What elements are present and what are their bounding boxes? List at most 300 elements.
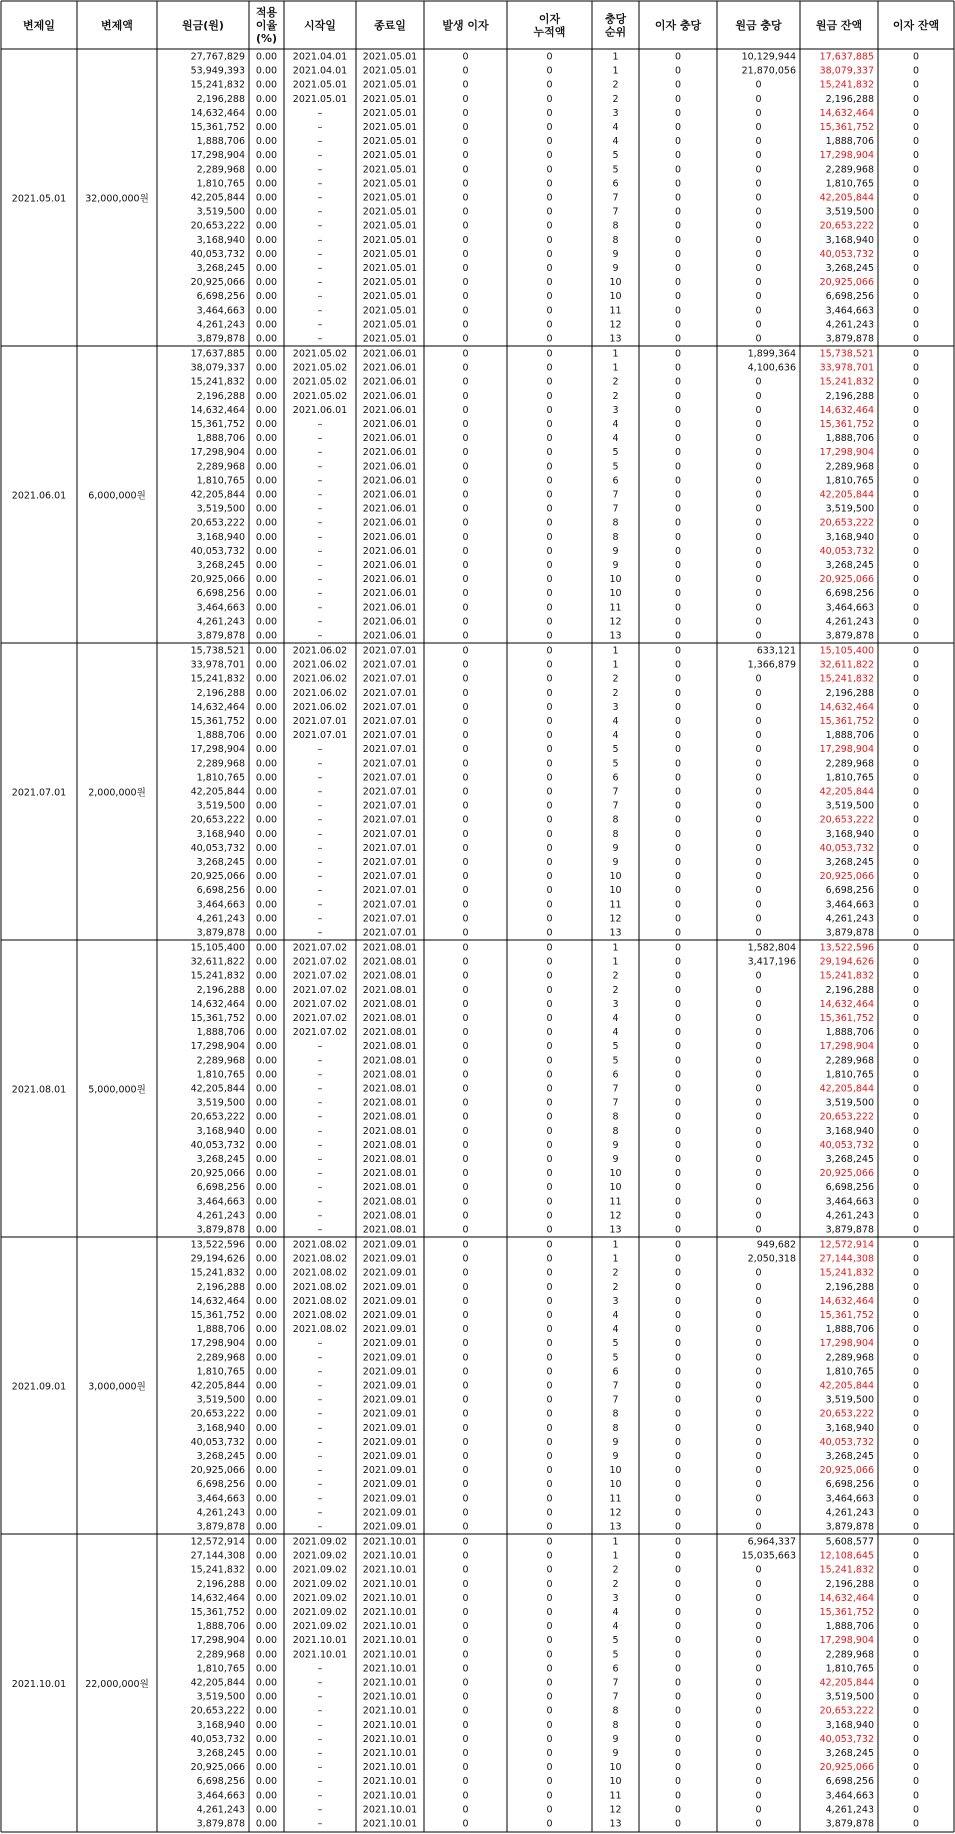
cumulative-interest-cell: 0 [546, 1564, 553, 1576]
end-date-cell: 2021.10.01 [362, 1621, 418, 1633]
interest-allocation-cell: 0 [674, 1139, 682, 1151]
rate-cell: 0.00 [255, 1239, 278, 1251]
principal-balance-cell: 15,105,400 [819, 645, 874, 657]
rate-cell: 0.00 [255, 419, 278, 430]
column-header: 적용 [255, 6, 278, 19]
start-date-cell: 2021.06.02 [292, 687, 348, 699]
principal-balance-cell: 20,925,066 [819, 1168, 874, 1180]
principal-balance-cell: 6,698,256 [825, 291, 874, 303]
start-date-cell: – [317, 1366, 323, 1378]
accrued-interest-cell: 0 [462, 390, 469, 402]
principal-allocation-cell: 633,121 [756, 645, 796, 657]
cumulative-interest-cell: 0 [546, 942, 553, 954]
principal-cell: 3,168,940 [196, 1125, 245, 1137]
rate-cell: 0.00 [255, 65, 278, 77]
interest-balance-cell: 0 [912, 1564, 920, 1576]
cumulative-interest-cell: 0 [546, 1239, 553, 1251]
principal-cell: 14,632,464 [190, 701, 245, 713]
interest-balance-cell: 0 [912, 786, 920, 798]
principal-balance-cell: 3,879,878 [825, 927, 874, 939]
rate-cell: 0.00 [255, 842, 278, 854]
rate-cell: 0.00 [255, 588, 278, 600]
rate-cell: 0.00 [255, 730, 278, 742]
rate-cell: 0.00 [255, 687, 278, 699]
principal-cell: 2,196,288 [196, 93, 245, 105]
principal-balance-cell: 42,205,844 [819, 489, 874, 501]
accrued-interest-cell: 0 [462, 1578, 469, 1590]
principal-cell: 15,361,752 [190, 1013, 245, 1024]
principal-allocation-cell: 0 [755, 1210, 762, 1222]
accrued-interest-cell: 0 [462, 1776, 469, 1788]
start-date-cell: – [317, 1804, 323, 1816]
principal-cell: 3,464,663 [196, 305, 245, 317]
principal-allocation-cell: 0 [755, 1394, 762, 1406]
interest-allocation-cell: 0 [674, 1041, 682, 1053]
principal-allocation-cell: 0 [755, 1607, 762, 1618]
end-date-cell: 2021.07.01 [362, 871, 418, 883]
principal-balance-cell: 3,519,500 [825, 800, 874, 812]
accrued-interest-cell: 0 [462, 1521, 469, 1533]
start-date-cell: – [317, 1677, 323, 1689]
interest-allocation-cell: 0 [674, 574, 682, 586]
accrued-interest-cell: 0 [462, 1550, 469, 1562]
allocation-rank-cell: 3 [612, 1592, 619, 1604]
interest-balance-cell: 0 [912, 178, 920, 190]
principal-allocation-cell: 0 [755, 531, 762, 543]
cumulative-interest-cell: 0 [546, 970, 553, 982]
allocation-rank-cell: 8 [612, 828, 619, 840]
end-date-cell: 2021.06.01 [362, 362, 418, 374]
accrued-interest-cell: 0 [462, 1097, 469, 1109]
interest-allocation-cell: 0 [674, 758, 682, 770]
start-date-cell: – [317, 1521, 323, 1533]
accrued-interest-cell: 0 [462, 1507, 469, 1519]
accrued-interest-cell: 0 [462, 248, 469, 260]
principal-cell: 6,698,256 [196, 588, 245, 600]
interest-allocation-cell: 0 [674, 348, 682, 360]
end-date-cell: 2021.07.01 [362, 842, 418, 854]
principal-allocation-cell: 0 [755, 899, 762, 911]
start-date-cell: – [317, 574, 323, 586]
allocation-rank-cell: 7 [612, 1394, 619, 1406]
principal-cell: 2,289,968 [196, 461, 245, 473]
cumulative-interest-cell: 0 [546, 1253, 553, 1265]
principal-balance-cell: 20,653,222 [819, 517, 874, 529]
repayment-date: 2021.06.01 [11, 490, 67, 502]
principal-cell: 27,767,829 [190, 51, 245, 63]
principal-allocation-cell: 0 [755, 433, 762, 445]
principal-cell: 17,298,904 [190, 1635, 245, 1647]
start-date-cell: – [317, 220, 323, 232]
end-date-cell: 2021.10.01 [362, 1550, 418, 1562]
interest-balance-cell: 0 [912, 531, 920, 543]
rate-cell: 0.00 [255, 1125, 278, 1137]
end-date-cell: 2021.09.01 [362, 1436, 418, 1448]
interest-allocation-cell: 0 [674, 1182, 682, 1194]
accrued-interest-cell: 0 [462, 1154, 469, 1165]
accrued-interest-cell: 0 [462, 730, 469, 742]
rate-cell: 0.00 [255, 701, 278, 713]
principal-cell: 15,361,752 [190, 419, 245, 430]
principal-balance-cell: 15,241,832 [819, 970, 874, 982]
interest-balance-cell: 0 [912, 574, 920, 586]
accrued-interest-cell: 0 [462, 942, 469, 954]
allocation-rank-cell: 8 [612, 220, 619, 232]
rate-cell: 0.00 [255, 616, 278, 628]
rate-cell: 0.00 [255, 1733, 278, 1745]
end-date-cell: 2021.05.01 [362, 319, 418, 331]
end-date-cell: 2021.07.01 [362, 716, 418, 727]
accrued-interest-cell: 0 [462, 1111, 469, 1123]
cumulative-interest-cell: 0 [546, 1408, 553, 1420]
end-date-cell: 2021.06.01 [362, 602, 418, 614]
end-date-cell: 2021.10.01 [362, 1748, 418, 1759]
allocation-rank-cell: 10 [609, 1776, 622, 1788]
end-date-cell: 2021.05.01 [362, 79, 418, 91]
principal-balance-cell: 2,289,968 [825, 461, 874, 473]
allocation-rank-cell: 7 [612, 206, 619, 218]
principal-balance-cell: 3,464,663 [825, 899, 874, 911]
rate-cell: 0.00 [255, 984, 278, 996]
end-date-cell: 2021.05.01 [362, 333, 418, 345]
rate-cell: 0.00 [255, 1663, 278, 1675]
accrued-interest-cell: 0 [462, 291, 469, 303]
accrued-interest-cell: 0 [462, 433, 469, 445]
allocation-rank-cell: 5 [612, 1352, 619, 1364]
allocation-rank-cell: 10 [609, 588, 622, 600]
interest-balance-cell: 0 [912, 630, 920, 642]
principal-allocation-cell: 0 [755, 1182, 762, 1194]
accrued-interest-cell: 0 [462, 51, 469, 63]
principal-cell: 17,298,904 [190, 150, 245, 162]
start-date-cell: 2021.07.02 [292, 942, 348, 954]
interest-allocation-cell: 0 [674, 630, 682, 642]
cumulative-interest-cell: 0 [546, 122, 553, 133]
interest-balance-cell: 0 [912, 1790, 920, 1802]
allocation-rank-cell: 2 [612, 79, 619, 91]
rate-cell: 0.00 [255, 899, 278, 911]
accrued-interest-cell: 0 [462, 1436, 469, 1448]
principal-cell: 17,298,904 [190, 447, 245, 459]
interest-balance-cell: 0 [912, 107, 920, 119]
principal-cell: 3,879,878 [196, 927, 245, 939]
rate-cell: 0.00 [255, 178, 278, 190]
principal-cell: 6,698,256 [196, 1776, 245, 1788]
principal-cell: 3,168,940 [196, 531, 245, 543]
allocation-rank-cell: 7 [612, 1691, 619, 1703]
principal-balance-cell: 3,168,940 [825, 1719, 874, 1731]
interest-balance-cell: 0 [912, 489, 920, 501]
interest-allocation-cell: 0 [674, 376, 682, 388]
accrued-interest-cell: 0 [462, 687, 469, 699]
interest-balance-cell: 0 [912, 1041, 920, 1053]
interest-allocation-cell: 0 [674, 531, 682, 543]
principal-allocation-cell: 0 [755, 150, 762, 162]
start-date-cell: 2021.07.02 [292, 970, 348, 982]
start-date-cell: 2021.09.02 [292, 1607, 348, 1618]
end-date-cell: 2021.05.01 [362, 277, 418, 289]
start-date-cell: – [317, 1451, 323, 1462]
cumulative-interest-cell: 0 [546, 433, 553, 445]
rate-cell: 0.00 [255, 1818, 278, 1830]
principal-balance-cell: 4,261,243 [825, 1210, 874, 1222]
principal-allocation-cell: 0 [755, 1691, 762, 1703]
end-date-cell: 2021.07.01 [362, 701, 418, 713]
principal-cell: 20,925,066 [190, 871, 245, 883]
cumulative-interest-cell: 0 [546, 1621, 553, 1633]
cumulative-interest-cell: 0 [546, 701, 553, 713]
start-date-cell: – [317, 1663, 323, 1675]
principal-cell: 4,261,243 [196, 1210, 245, 1222]
principal-allocation-cell: 0 [755, 1267, 762, 1279]
interest-allocation-cell: 0 [674, 1507, 682, 1519]
principal-cell: 3,268,245 [196, 1748, 245, 1759]
start-date-cell: – [317, 560, 323, 571]
principal-balance-cell: 2,196,288 [825, 390, 874, 402]
cumulative-interest-cell: 0 [546, 828, 553, 840]
start-date-cell: 2021.05.02 [292, 390, 348, 402]
end-date-cell: 2021.06.01 [362, 588, 418, 600]
allocation-rank-cell: 1 [612, 956, 619, 968]
end-date-cell: 2021.08.01 [362, 1196, 418, 1208]
interest-allocation-cell: 0 [674, 716, 682, 727]
principal-cell: 3,168,940 [196, 1719, 245, 1731]
rate-cell: 0.00 [255, 602, 278, 614]
start-date-cell: – [317, 475, 323, 487]
principal-allocation-cell: 0 [755, 107, 762, 119]
accrued-interest-cell: 0 [462, 1380, 469, 1392]
principal-balance-cell: 40,053,732 [819, 1436, 874, 1448]
start-date-cell: – [317, 1125, 323, 1137]
cumulative-interest-cell: 0 [546, 263, 553, 274]
rate-cell: 0.00 [255, 362, 278, 374]
principal-allocation-cell: 0 [755, 1451, 762, 1462]
allocation-rank-cell: 10 [609, 871, 622, 883]
rate-cell: 0.00 [255, 1111, 278, 1123]
repayment-amount: 22,000,000원 [85, 1679, 149, 1690]
interest-balance-cell: 0 [912, 1663, 920, 1675]
rate-cell: 0.00 [255, 1196, 278, 1208]
interest-balance-cell: 0 [912, 1295, 920, 1307]
principal-cell: 15,361,752 [190, 122, 245, 133]
interest-allocation-cell: 0 [674, 1550, 682, 1562]
principal-allocation-cell: 0 [755, 263, 762, 274]
interest-balance-cell: 0 [912, 1578, 920, 1590]
start-date-cell: 2021.08.02 [292, 1267, 348, 1279]
principal-allocation-cell: 0 [755, 1493, 762, 1505]
start-date-cell: – [317, 1691, 323, 1703]
interest-balance-cell: 0 [912, 150, 920, 162]
allocation-rank-cell: 2 [612, 673, 619, 685]
start-date-cell: 2021.10.01 [292, 1635, 348, 1647]
principal-allocation-cell: 0 [755, 136, 762, 148]
interest-allocation-cell: 0 [674, 1663, 682, 1675]
rate-cell: 0.00 [255, 376, 278, 388]
principal-balance-cell: 3,519,500 [825, 503, 874, 515]
principal-cell: 3,879,878 [196, 1224, 245, 1236]
cumulative-interest-cell: 0 [546, 1536, 553, 1548]
principal-cell: 3,519,500 [196, 800, 245, 812]
principal-cell: 2,289,968 [196, 1352, 245, 1364]
repayment-date: 2021.10.01 [11, 1679, 67, 1690]
allocation-rank-cell: 13 [609, 1224, 622, 1236]
cumulative-interest-cell: 0 [546, 220, 553, 232]
accrued-interest-cell: 0 [462, 1719, 469, 1731]
end-date-cell: 2021.08.01 [362, 1083, 418, 1095]
interest-allocation-cell: 0 [674, 913, 682, 925]
interest-allocation-cell: 0 [674, 333, 682, 345]
principal-balance-cell: 15,241,832 [819, 376, 874, 388]
accrued-interest-cell: 0 [462, 1451, 469, 1462]
accrued-interest-cell: 0 [462, 659, 469, 671]
repayment-amount: 6,000,000원 [88, 490, 146, 502]
cumulative-interest-cell: 0 [546, 1422, 553, 1434]
interest-balance-cell: 0 [912, 1607, 920, 1618]
accrued-interest-cell: 0 [462, 1083, 469, 1095]
start-date-cell: – [317, 772, 323, 784]
principal-allocation-cell: 0 [755, 1578, 762, 1590]
end-date-cell: 2021.10.01 [362, 1663, 418, 1675]
principal-balance-cell: 3,519,500 [825, 206, 874, 218]
rate-cell: 0.00 [255, 1592, 278, 1604]
interest-allocation-cell: 0 [674, 885, 682, 897]
principal-balance-cell: 40,053,732 [819, 842, 874, 854]
principal-cell: 14,632,464 [190, 1592, 245, 1604]
interest-balance-cell: 0 [912, 687, 920, 699]
column-header: 이율 [255, 19, 278, 32]
interest-allocation-cell: 0 [674, 1705, 682, 1717]
interest-balance-cell: 0 [912, 1182, 920, 1194]
end-date-cell: 2021.07.01 [362, 673, 418, 685]
end-date-cell: 2021.06.01 [362, 489, 418, 501]
end-date-cell: 2021.07.01 [362, 814, 418, 826]
rate-cell: 0.00 [255, 531, 278, 543]
interest-allocation-cell: 0 [674, 263, 682, 274]
repayment-date: 2021.07.01 [11, 787, 67, 799]
end-date-cell: 2021.06.01 [362, 433, 418, 445]
start-date-cell: – [317, 1733, 323, 1745]
rate-cell: 0.00 [255, 1366, 278, 1378]
accrued-interest-cell: 0 [462, 673, 469, 685]
principal-cell: 14,632,464 [190, 998, 245, 1010]
principal-cell: 3,519,500 [196, 1394, 245, 1406]
interest-allocation-cell: 0 [674, 220, 682, 232]
interest-allocation-cell: 0 [674, 814, 682, 826]
interest-balance-cell: 0 [912, 1536, 920, 1548]
end-date-cell: 2021.09.01 [362, 1281, 418, 1293]
rate-cell: 0.00 [255, 220, 278, 232]
principal-cell: 1,888,706 [196, 1324, 245, 1336]
accrued-interest-cell: 0 [462, 630, 469, 642]
end-date-cell: 2021.08.01 [362, 1111, 418, 1123]
column-header: (%) [255, 32, 278, 45]
column-header: 변제액 [101, 19, 133, 32]
interest-balance-cell: 0 [912, 899, 920, 911]
rate-cell: 0.00 [255, 489, 278, 501]
rate-cell: 0.00 [255, 447, 278, 459]
allocation-rank-cell: 11 [609, 1790, 622, 1802]
end-date-cell: 2021.08.01 [362, 1139, 418, 1151]
interest-allocation-cell: 0 [674, 1366, 682, 1378]
start-date-cell: – [317, 828, 323, 840]
principal-cell: 2,196,288 [196, 1578, 245, 1590]
cumulative-interest-cell: 0 [546, 913, 553, 925]
end-date-cell: 2021.10.01 [362, 1564, 418, 1576]
interest-balance-cell: 0 [912, 51, 920, 63]
end-date-cell: 2021.05.01 [362, 206, 418, 218]
principal-balance-cell: 17,298,904 [819, 1041, 874, 1053]
interest-balance-cell: 0 [912, 984, 920, 996]
principal-balance-cell: 15,241,832 [819, 1564, 874, 1576]
allocation-rank-cell: 8 [612, 1111, 619, 1123]
interest-balance-cell: 0 [912, 616, 920, 628]
rate-cell: 0.00 [255, 560, 278, 571]
principal-cell: 3,268,245 [196, 857, 245, 868]
cumulative-interest-cell: 0 [546, 673, 553, 685]
principal-allocation-cell: 0 [755, 1083, 762, 1095]
rate-cell: 0.00 [255, 1338, 278, 1350]
principal-allocation-cell: 0 [755, 730, 762, 742]
principal-balance-cell: 6,698,256 [825, 1479, 874, 1491]
interest-allocation-cell: 0 [674, 107, 682, 119]
principal-allocation-cell: 0 [755, 842, 762, 854]
end-date-cell: 2021.06.01 [362, 348, 418, 360]
rate-cell: 0.00 [255, 772, 278, 784]
interest-allocation-cell: 0 [674, 1394, 682, 1406]
principal-balance-cell: 40,053,732 [819, 248, 874, 260]
principal-allocation-cell: 0 [755, 79, 762, 91]
allocation-rank-cell: 6 [612, 1663, 619, 1675]
rate-cell: 0.00 [255, 51, 278, 63]
principal-allocation-cell: 0 [755, 602, 762, 614]
principal-allocation-cell: 0 [755, 1281, 762, 1293]
interest-balance-cell: 0 [912, 1394, 920, 1406]
principal-allocation-cell: 0 [755, 800, 762, 812]
interest-balance-cell: 0 [912, 871, 920, 883]
end-date-cell: 2021.10.01 [362, 1592, 418, 1604]
column-header: 이자 잔액 [892, 19, 940, 32]
interest-balance-cell: 0 [912, 1408, 920, 1420]
allocation-rank-cell: 10 [609, 1479, 622, 1491]
interest-allocation-cell: 0 [674, 305, 682, 317]
end-date-cell: 2021.07.01 [362, 744, 418, 756]
interest-allocation-cell: 0 [674, 489, 682, 501]
principal-cell: 2,196,288 [196, 1281, 245, 1293]
accrued-interest-cell: 0 [462, 1281, 469, 1293]
principal-balance-cell: 1,888,706 [825, 730, 874, 742]
interest-balance-cell: 0 [912, 842, 920, 854]
interest-allocation-cell: 0 [674, 1154, 682, 1165]
end-date-cell: 2021.07.01 [362, 927, 418, 939]
interest-allocation-cell: 0 [674, 1762, 682, 1774]
interest-allocation-cell: 0 [674, 1818, 682, 1830]
accrued-interest-cell: 0 [462, 645, 469, 657]
rate-cell: 0.00 [255, 1380, 278, 1392]
cumulative-interest-cell: 0 [546, 1521, 553, 1533]
column-header: 원금 잔액 [815, 19, 863, 32]
principal-allocation-cell: 0 [755, 333, 762, 345]
cumulative-interest-cell: 0 [546, 447, 553, 459]
allocation-rank-cell: 8 [612, 1705, 619, 1717]
interest-balance-cell: 0 [912, 1111, 920, 1123]
start-date-cell: – [317, 814, 323, 826]
principal-balance-cell: 4,261,243 [825, 1507, 874, 1519]
start-date-cell: – [317, 758, 323, 770]
principal-balance-cell: 20,653,222 [819, 1111, 874, 1123]
principal-cell: 2,289,968 [196, 758, 245, 770]
accrued-interest-cell: 0 [462, 857, 469, 868]
cumulative-interest-cell: 0 [546, 772, 553, 784]
